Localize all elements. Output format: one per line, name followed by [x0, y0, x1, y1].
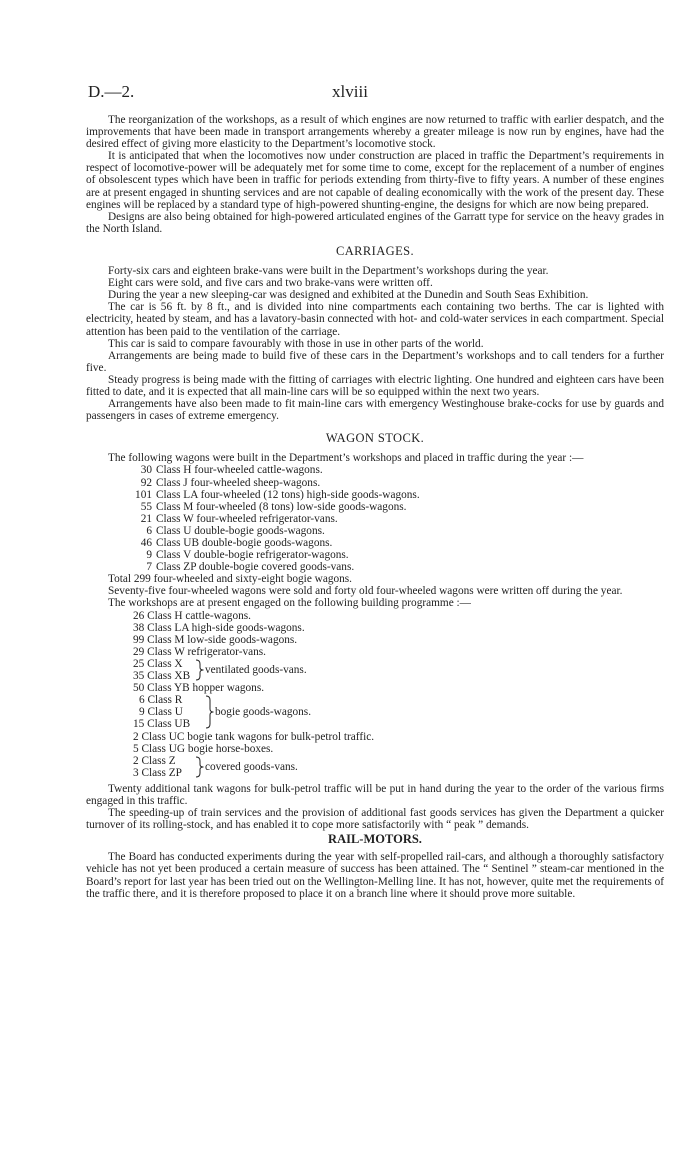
- list-item: 5 Class UG bogie horse-boxes.: [133, 742, 274, 755]
- list-item: 3 Class ZP: [133, 766, 182, 779]
- list-item: 6 Class R: [139, 694, 183, 707]
- section-heading-rail-motors: RAIL-MOTORS.: [328, 832, 422, 847]
- brace-group-covered: [133, 755, 664, 779]
- brace-group-bogie: [133, 694, 664, 730]
- list-item: 55 Class M four-wheeled (8 tons) low-side goods-wagons.: [140, 500, 407, 513]
- page-number: xlviii: [332, 82, 368, 101]
- list-item: 2 Class UC bogie tank wagons for bulk-petrol traffic.: [133, 730, 375, 743]
- list-item: 30 Class H four-wheeled cattle-wagons.: [140, 464, 323, 477]
- list-item: 29 Class W refrigerator-vans.: [133, 645, 266, 658]
- list-item: 38 Class LA high-side goods-wagons.: [133, 621, 305, 634]
- paragraph: It is anticipated that when the locomotives now under construction are placed in traffic the Department’s requirements in respect of locomotive-power will be adequately met for some time to come, except for the replacement of a number of engines of obsolescent types which have been in traffic for periods extending from thirty-five to fifty years. A number of these engines are at present engaged in shunting services and are not capable of dealing economically with the work of the present day. These engines will be replaced by a standard type of high-powered shunting-engine, the designs for which are now being prepared.: [86, 150, 664, 211]
- list-item: 99 Class M low-side goods-wagons.: [133, 633, 298, 646]
- list-item: 26 Class H cattle-wagons.: [133, 609, 251, 622]
- list-item: 9 Class U: [139, 706, 183, 719]
- paragraph: This car is said to compare favourably with those in use in other parts of the world.: [108, 337, 484, 350]
- paragraph: Arrangements have also been made to fit main-line cars with emergency Westinghouse brake-cocks for use by guards and passengers in cases of extreme emergency.: [86, 398, 664, 423]
- brace-icon: [195, 659, 205, 681]
- list-item: 15 Class UB: [133, 718, 191, 731]
- list-item: 101 Class LA four-wheeled (12 tons) high-side goods-wagons.: [135, 488, 420, 501]
- paragraph: Steady progress is being made with the fitting of carriages with electric lighting. One hundred and eighteen cars have been fitted to date, and it is expected that all main-line cars will be so equipped within the next two years.: [86, 373, 664, 398]
- brace-group-ventilated: [133, 658, 664, 682]
- section-heading-carriages: CARRIAGES.: [336, 243, 414, 258]
- paragraph: Designs are also being obtained for high-powered articulated engines of the Garratt type for service on the heavy grades in the North Island.: [86, 210, 664, 235]
- list-item: 46 Class UB double-bogie goods-wagons.: [140, 537, 333, 549]
- brace-icon: [205, 695, 215, 729]
- paragraph: The Board has conducted experiments during the year with self-propelled rail-cars, and although a thoroughly satisfactory vehicle has not yet been produced a certain measure of success has been attained. The “ Sentinel ” steam-car mentioned in the Board’s report for last year has been tried out on the Wellington-Melling line. It has not, however, quite met the requirements of the traffic there, and it is therefore proposed to place it on a branch line where it should prove more suitable.: [86, 851, 664, 900]
- list-item: 2 Class Z: [133, 754, 176, 767]
- paragraph: Seventy-five four-wheeled wagons were sold and forty old four-wheeled wagons were written off during the year.: [108, 585, 623, 598]
- wagons-built-list: [86, 464, 664, 573]
- paragraph: Eight cars were sold, and five cars and two brake-vans were written off.: [108, 277, 433, 290]
- list-item: 92 Class J four-wheeled sheep-wagons.: [140, 476, 321, 489]
- wagons-total: Total 299 four-wheeled and sixty-eight bogie wagons.: [108, 573, 353, 586]
- list-item: 25 Class X: [133, 657, 183, 670]
- paragraph: Arrangements are being made to build five of these cars in the Department’s workshops and to call tenders for a further five.: [86, 349, 664, 374]
- brace-icon: [195, 756, 205, 778]
- paragraph: Forty-six cars and eighteen brake-vans were built in the Department’s workshops during the year.: [108, 265, 549, 278]
- list-item: 7 Class ZP double-bogie covered goods-vans.: [146, 561, 355, 574]
- paragraph: The car is 56 ft. by 8 ft., and is divided into nine compartments each containing two berths. The car is lighted with electricity, heated by steam, and has a lavatory-basin connected with hot- and cold-water services in each compartment. Special attention has been paid to the ventilation of the carriage.: [86, 301, 664, 338]
- paragraph: The workshops are at present engaged on the following building programme :—: [108, 597, 471, 610]
- parliamentary-paper-ref: D.—2.: [88, 82, 135, 101]
- building-programme-list: [86, 610, 664, 779]
- paragraph: Twenty additional tank wagons for bulk-petrol traffic will be put in hand during the year to the order of the various firms engaged in this traffic.: [86, 782, 664, 807]
- list-item: 50 Class YB hopper wagons.: [133, 682, 265, 695]
- paragraph: The speeding-up of train services and the provision of additional fast goods services has given the Department a quicker turnover of its rolling-stock, and has enabled it to cope more satisfactorily with “ peak ” demands.: [86, 807, 664, 832]
- paragraph: The following wagons were built in the Department’s workshops and placed in traffic during the year :—: [108, 452, 584, 465]
- document-body: [86, 114, 664, 900]
- list-item: 9 Class V double-bogie refrigerator-wagons.: [146, 549, 349, 562]
- list-item: 35 Class XB: [133, 670, 191, 683]
- paragraph: During the year a new sleeping-car was designed and exhibited at the Dunedin and South Seas Exhibition.: [108, 289, 589, 302]
- paragraph: The reorganization of the workshops, as a result of which engines are now returned to traffic with earlier despatch, and the improvements that have been made in transport arrangements whereby a greater mileage is now run by engines, have had the desired effect of giving more elasticity to the Department’s locomotive stock.: [86, 114, 664, 151]
- section-heading-wagon-stock: WAGON STOCK.: [325, 431, 425, 446]
- group-label: ventilated goods-vans.: [205, 663, 307, 676]
- list-item: 6 Class U double-bogie goods-wagons.: [146, 524, 325, 537]
- list-item: 21 Class W four-wheeled refrigerator-vans.: [140, 512, 338, 525]
- group-label: covered goods-vans.: [205, 760, 298, 773]
- group-label: bogie goods-wagons.: [215, 706, 312, 719]
